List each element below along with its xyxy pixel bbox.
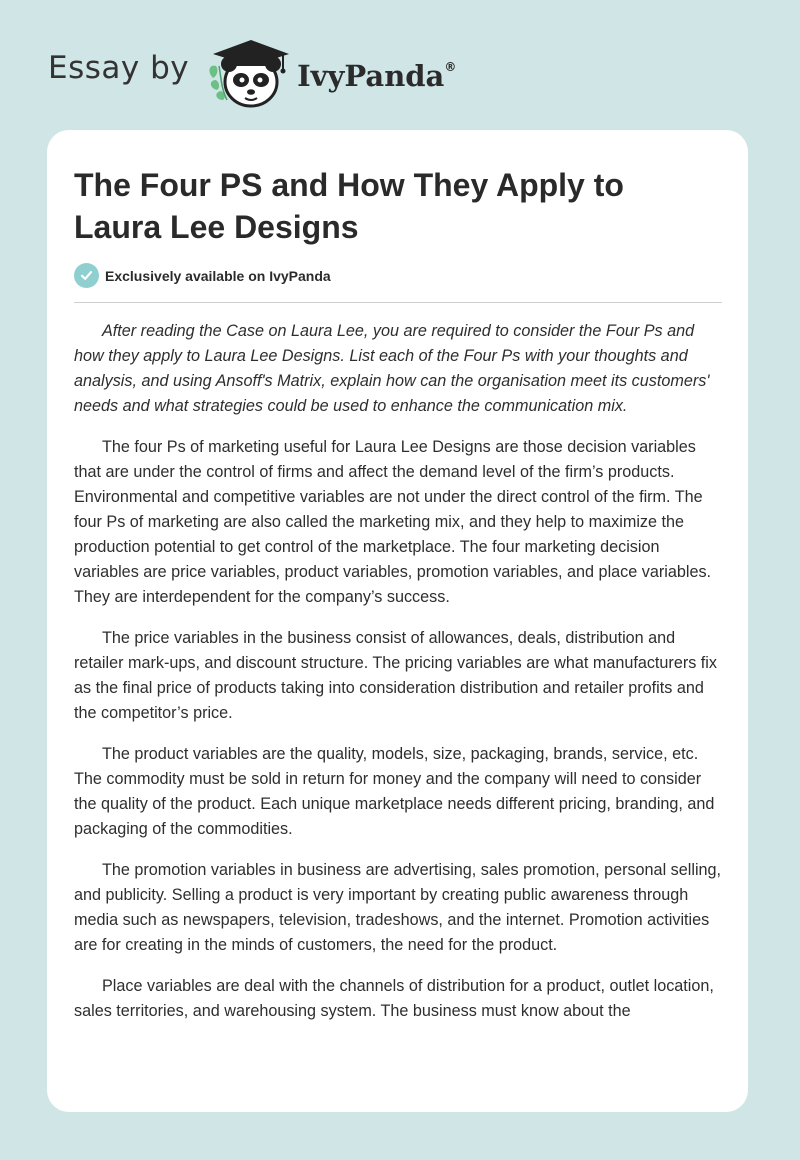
exclusive-badge [74,263,331,288]
exclusive-label: Exclusively available on IvyPanda [105,267,331,284]
divider [74,302,722,303]
check-icon [74,263,99,288]
essay-paragraph: The four Ps of marketing useful for Laura Lee Designs are those decision variables that are under the control of firms and affect the demand level of the firm’s products. Environmental and competitive variables are not under the direct control of the firm. The four Ps of marketing are also called the marketing mix, and they help to maximize the production potential to get control of the marketplace. The four marketing decision variables are price variables, product variables, promotion variables, and place variables. They are interdependent for the company’s success. [74,438,712,606]
panda-graduate-icon [203,38,295,110]
essay-prompt-paragraph: After reading the Case on Laura Lee, you are required to consider the Four Ps and how they apply to Laura Lee Designs. List each of the Four Ps with your thoughts and analysis, and using Ansoff's Matrix, explain how can the organisation meet its customers' needs and what strategies could be used to enhance the communication mix. [74,322,710,415]
site-header [48,38,456,110]
essay-card [47,130,748,1112]
essay-paragraph: The promotion variables in business are advertising, sales promotion, personal selling, and publicity. Selling a product is very important by creating public awareness through media such as newspapers, television, tradeshows, and the internet. Promotion activities are for creating in the minds of customers, the need for the product. [74,861,722,954]
essay-paragraph: The product variables are the quality, models, size, packaging, brands, service, etc. The commodity must be sold in return for money and the company will need to consider the quality of the product. Each unique marketplace needs different pricing, branding, and packaging of the commodities. [74,745,715,838]
essay-paragraph: Place variables are deal with the channels of distribution for a product, outlet location, sales territories, and warehousing system. The business must know about the [74,977,714,1020]
essay-by-label: Essay by [48,50,190,86]
brand-name-text: IvyPanda [297,59,445,93]
essay-title: The Four PS and How They Apply to Laura Lee Designs [74,167,624,245]
ivypanda-logo[interactable] [203,38,295,110]
essay-body [74,319,724,1040]
essay-paragraph: The price variables in the business consist of allowances, deals, distribution and retailer mark-ups, and discount structure. The pricing variables are what manufacturers fix as the final price of products taking into consideration distribution and retailer profits and the competitor’s price. [74,629,717,722]
ivypanda-wordmark[interactable] [297,59,456,93]
registered-mark: ® [444,60,457,75]
